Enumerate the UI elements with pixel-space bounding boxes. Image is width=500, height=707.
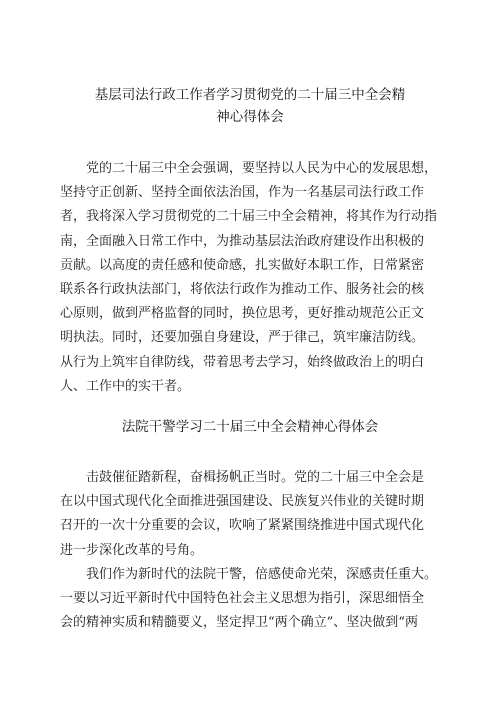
paragraph-line: 联系各行政执法部门，将依法行政作为推动工作、服务社会的核 bbox=[60, 282, 425, 298]
article-1-title bbox=[60, 84, 440, 128]
article-2-paragraph-1 bbox=[60, 466, 440, 563]
article-2-title bbox=[60, 416, 440, 438]
paragraph-line: 会的精神实质和精髓要义，坚定捍卫“两个确立”、坚决做到“两 bbox=[60, 615, 418, 631]
article-2-paragraph-2 bbox=[60, 563, 440, 636]
paragraph-line: 击鼓催征踏新程，奋楫扬帆正当时。党的二十届三中全会是 bbox=[86, 470, 425, 485]
paragraph-line: 者，我将深入学习贯彻党的二十届三中全会精神，将其作为行动指 bbox=[60, 209, 438, 225]
article-1-paragraph bbox=[60, 157, 440, 399]
paragraph-line: 坚持守正创新、坚持全面依法治国，作为一名基层司法行政工作 bbox=[60, 185, 425, 201]
paragraph-line: 召开的一次十分重要的会议，吹响了紧紧围绕推进中国式现代化 bbox=[60, 518, 425, 534]
paragraph-line: 从行为上筑牢自律防线，带着思考去学习，始终做政治上的明白 bbox=[60, 354, 425, 370]
paragraph-line: 贡献。以高度的责任感和使命感，扎实做好本职工作，日常紧密 bbox=[60, 257, 425, 273]
paragraph-line: 明执法。同时，还要加强自身建设，严于律己，筑牢廉洁防线。 bbox=[60, 330, 425, 346]
paragraph-line: 心原则，做到严格监督的同时，换位思考，更好推动规范公正文 bbox=[60, 306, 425, 322]
paragraph-line: 党的二十届三中全会强调，要坚持以人民为中心的发展思想， bbox=[86, 161, 438, 176]
paragraph-line: 我们作为新时代的法院干警，倍感使命光荣，深感责任重大。 bbox=[86, 567, 438, 582]
title-line: 基层司法行政工作者学习贯彻党的二十届三中全会精 bbox=[94, 87, 406, 103]
title-line: 神心得体会 bbox=[216, 109, 284, 125]
title-line: 法院干警学习二十届三中全会精神心得体会 bbox=[121, 419, 379, 435]
paragraph-line: 在以中国式现代化全面推进强国建设、民族复兴伟业的关键时期 bbox=[60, 494, 425, 510]
paragraph-line: 进一步深化改革的号角。 bbox=[60, 542, 204, 558]
paragraph-line: 南，全面融入日常工作中，为推动基层法治政府建设作出积极的 bbox=[60, 233, 425, 249]
paragraph-line: 人、工作中的实干者。 bbox=[60, 378, 191, 394]
paragraph-line: 一要以习近平新时代中国特色社会主义思想为指引，深思细悟全 bbox=[60, 591, 425, 607]
